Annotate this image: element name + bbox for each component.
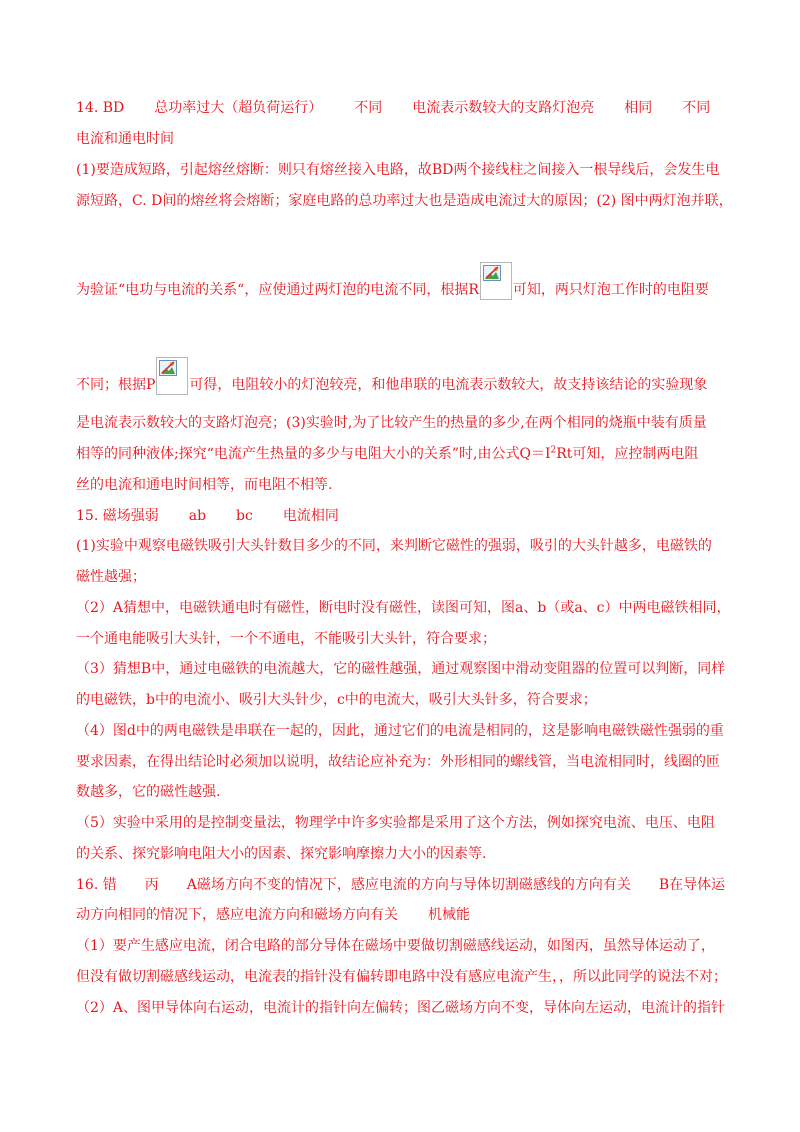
q16-explanation-line: （2）A、图甲导体向右运动，电流计的指针向左偏转；图乙磁场方向不变，导体向左运动，电流计的指针 xyxy=(76,1000,726,1016)
q15-answer-2: ab xyxy=(188,508,207,524)
q14-formula-text-b: Rt可知，应控制两电阻 xyxy=(556,446,699,462)
q14-explanation-line xyxy=(76,357,707,395)
q16-answer-6: 机械能 xyxy=(428,907,470,923)
q14-text-before-formula: 为验证“电功与电流的关系“，应使通过两灯泡的电流不同，根据R xyxy=(76,282,479,298)
q15-answer-1: 15. 磁场强弱 xyxy=(76,508,159,524)
q14-answer-3: 不同 xyxy=(354,100,383,116)
q14-formula-superscript: 2 xyxy=(550,445,557,456)
q15-explanation-line: 要求因素，在得出结论时必须加以说明，故结论应补充为：外形相同的螺线管，当电流相同时，线圈的匝 xyxy=(76,754,720,770)
q16-answer-4: B在导体运 xyxy=(658,877,726,893)
q14-answer-2: 总功率过大（超负荷运行） xyxy=(154,100,323,116)
formula-image xyxy=(480,262,512,300)
q14-formula-text-a: 相等的同种液体;探究“电流产生热量的多少与电阻大小的关系”时,由公式Q＝I xyxy=(76,446,551,462)
q14-text-after-formula: 可得，电阻较小的灯泡较亮，和他串联的电流表示数较大，故支持该结论的实验现象 xyxy=(189,377,708,393)
q14-answer-5: 相同 xyxy=(624,100,653,116)
q14-answer-1: 14. BD xyxy=(76,100,125,116)
q15-explanation-line: 数越多，它的磁性越强. xyxy=(76,784,221,800)
q14-text-after-formula: 可知，两只灯泡工作时的电阻要 xyxy=(512,282,709,298)
q16-answer-1: 16. 错 xyxy=(76,877,117,893)
q16-answer-line xyxy=(76,875,725,895)
q15-answer-3: bc xyxy=(236,508,253,524)
q16-answer-line-2 xyxy=(76,905,470,925)
q15-explanation-line: 的关系、探究影响电阻大小的因素、探究影响摩擦力大小的因素等. xyxy=(76,846,487,862)
q16-answer-2: 丙 xyxy=(144,877,159,893)
q15-explanation-line: （3）猜想B中，通过电磁铁的电流越大，它的磁性越强，通过观察图中滑动变阻器的位置可以判断，同样 xyxy=(76,661,726,677)
q14-explanation-line xyxy=(76,262,709,300)
q14-answer-line xyxy=(76,98,710,118)
q14-explanation-line: 源短路，C. D间的熔丝将会熔断；家庭电路的总功率过大也是造成电流过大的原因；(2) 图中两灯泡并联， xyxy=(76,193,733,209)
q15-explanation-line: （4）图d中的两电磁铁是串联在一起的，因此，通过它们的电流是相同的，这是影响电磁铁磁性强弱的重 xyxy=(76,723,724,739)
q16-explanation-line: 但没有做切割磁感线运动，电流表的指针没有偏转即电路中没有感应电流产生，，所以此同学的说法不对； xyxy=(76,969,727,985)
q14-explanation-line xyxy=(76,444,698,464)
q14-text-before-formula: 不同；根据P xyxy=(76,377,156,393)
q15-explanation-line: 的电磁铁，b中的电流小、吸引大头针少，c中的电流大，吸引大头针多，符合要求； xyxy=(76,692,597,708)
formula-image xyxy=(156,357,188,395)
q14-answer-4: 电流表示数较大的支路灯泡亮 xyxy=(412,100,595,116)
q14-explanation-line: 是电流表示数较大的支路灯泡亮；(3)实验时,为了比较产生的热量的多少,在两个相同的烧瓶中装有质量 xyxy=(76,415,707,431)
q15-explanation-line: 磁性越强； xyxy=(76,569,146,585)
q15-explanation-line: (1)实验中观察电磁铁吸引大头针数目多少的不同，来判断它磁性的强弱，吸引的大头针越多，电磁铁的 xyxy=(76,538,712,554)
q14-explanation-line: (1)要造成短路，引起熔丝熔断：则只有熔丝接入电路，故BD两个接线柱之间接入一根导线后，会发生电 xyxy=(76,162,720,178)
q15-answer-4: 电流相同 xyxy=(282,508,339,524)
q15-explanation-line: （2）A猜想中，电磁铁通电时有磁性，断电时没有磁性，读图可知，图a、b（或a、c）中两电磁铁相同， xyxy=(76,600,731,616)
q14-explanation-line: 丝的电流和通电时间相等，而电阻不相等. xyxy=(76,477,333,493)
q16-explanation-line: （1）要产生感应电流，闭合电路的部分导体在磁场中要做切割磁感线运动，如图丙，虽然导体运动了， xyxy=(76,938,715,954)
q15-explanation-line: 一个通电能吸引大头针，一个不通电，不能吸引大头针，符合要求； xyxy=(76,631,496,647)
q16-answer-5: 动方向相同的情况下，感应电流方向和磁场方向有关 xyxy=(76,907,398,923)
q15-explanation-line: （5）实验中采用的是控制变量法，物理学中许多实验都是采用了这个方法，例如探究电流、电压、电阻 xyxy=(76,815,715,831)
q15-answer-line xyxy=(76,506,339,526)
q16-answer-3: A磁场方向不变的情况下，感应电流的方向与导体切割磁感线的方向有关 xyxy=(186,877,631,893)
q14-answer-line-2: 电流和通电时间 xyxy=(76,131,174,147)
q14-answer-6: 不同 xyxy=(682,100,711,116)
